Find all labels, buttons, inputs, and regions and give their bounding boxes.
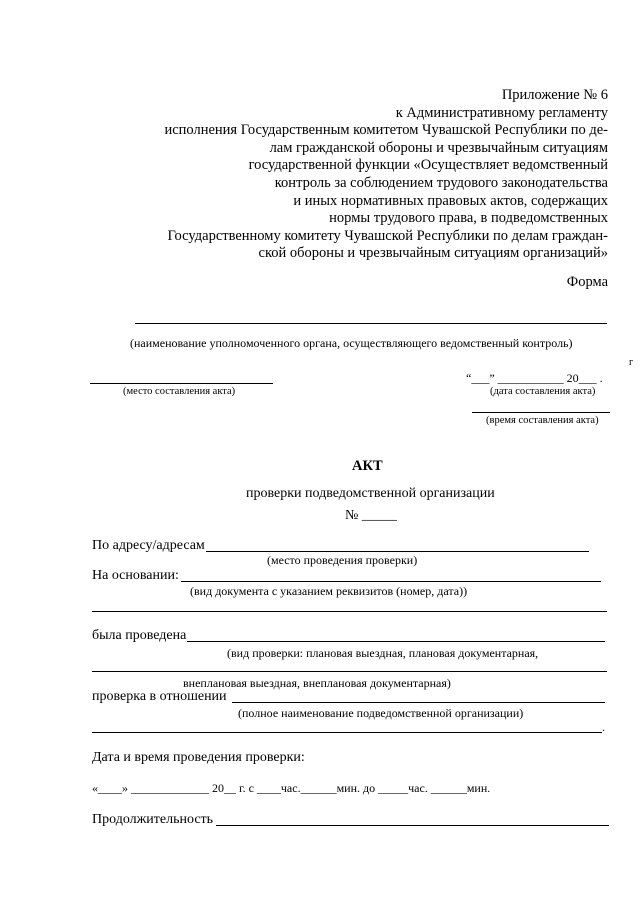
header-line: и иных нормативных правовых актов, содержащих — [293, 192, 608, 209]
duration-label: Продолжительность — [92, 812, 214, 827]
act-subtitle: проверки подведомственной организации — [246, 486, 495, 501]
header-line: лам гражданской обороны и чрезвычайным ситуациям — [269, 139, 608, 156]
relation-label: проверка в отношении — [92, 689, 227, 704]
basis-caption: (вид документа с указанием реквизитов (номер, дата)) — [190, 584, 468, 598]
time-caption: (время составления акта) — [486, 415, 599, 426]
relation-caption: (полное наименование подведомственной организации) — [238, 706, 524, 720]
header-line: Приложение № 6 — [501, 87, 608, 103]
address-caption: (место проведения проверки) — [267, 553, 418, 567]
basis-extra-line — [92, 611, 607, 612]
header-line: контроль за соблюдением трудового законодательства — [274, 174, 608, 191]
form-label: Форма — [566, 274, 608, 290]
address-label: По адресу/адресам — [92, 538, 205, 553]
place-line — [90, 383, 273, 384]
datetime-line: «____» _____________ 20__ г. с ____час.______мин. до _____час. ______мин. — [92, 781, 491, 795]
conducted-label: была проведена — [92, 628, 187, 643]
header-line: нормы трудового права, в подведомственных — [329, 210, 608, 227]
header-line: ской обороны и чрезвычайным ситуациям организаций» — [258, 245, 608, 262]
basis-label: На основании: — [92, 568, 179, 583]
authority-line — [135, 323, 607, 324]
header-line: Государственному комитету Чувашской Республики по делам граждан- — [167, 227, 608, 244]
conducted-extra-line — [92, 671, 607, 672]
datetime-label: Дата и время проведения проверки: — [92, 750, 305, 765]
act-title: АКТ — [352, 458, 383, 474]
basis-line — [181, 581, 601, 582]
time-line — [472, 412, 610, 413]
header-line: государственной функции «Осуществляет ведомственный — [248, 157, 608, 174]
conducted-caption: (вид проверки: плановая выездная, плановая документарная, — [227, 646, 539, 660]
conducted-line — [187, 641, 605, 642]
authority-caption: (наименование уполномоченного органа, осуществляющего ведомственный контроль) — [130, 336, 573, 350]
place-caption: (место составления акта) — [123, 386, 236, 397]
relation-end-mark: . — [602, 720, 605, 734]
header-line: к Административному регламенту — [395, 104, 608, 121]
edge-mark: г — [629, 357, 634, 368]
act-number: № _____ — [345, 508, 397, 523]
duration-line — [216, 825, 609, 826]
appendix-header — [164, 87, 608, 263]
relation-line — [232, 702, 605, 703]
header-line: исполнения Государственным комитетом Чувашской Республики по де- — [164, 122, 608, 139]
relation-extra-line — [92, 732, 602, 733]
conducted-caption-continued: внеплановая выездная, внеплановая документарная) — [183, 676, 451, 690]
address-line — [206, 551, 589, 552]
date-line: “___” ___________ 20___ . — [466, 371, 603, 385]
date-caption: (дата составления акта) — [490, 386, 596, 397]
